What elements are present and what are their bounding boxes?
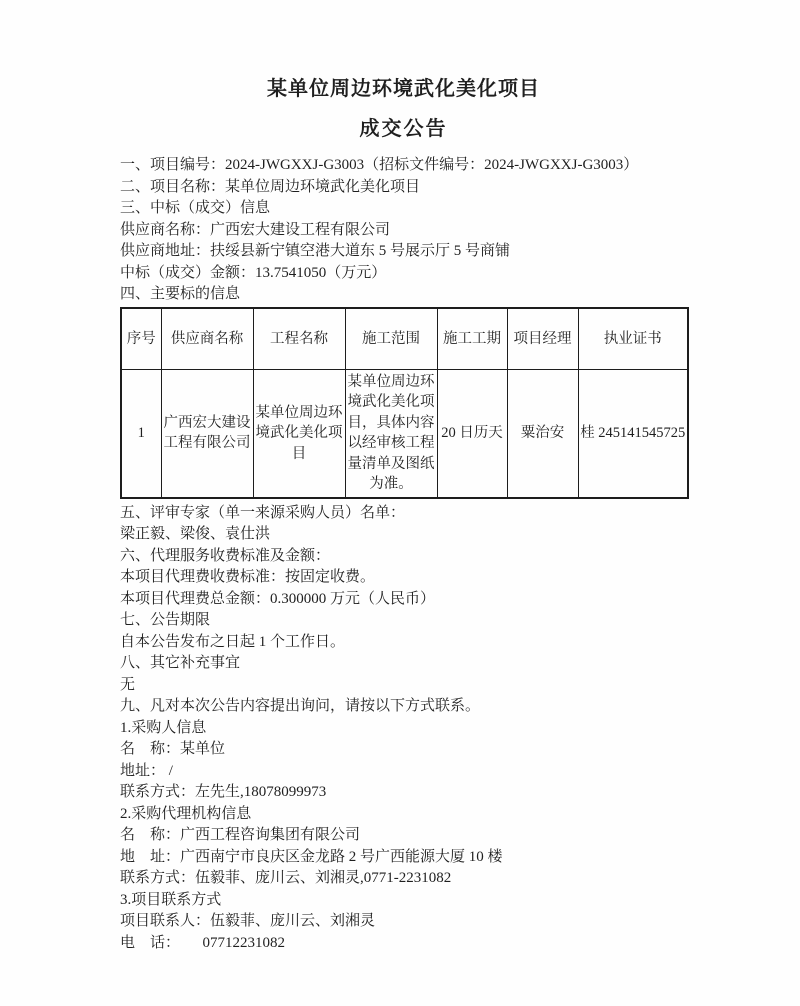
line-other-text: 无 [120, 676, 136, 693]
line-project-contact-heading: 3.项目联系方式 [120, 891, 222, 908]
table-header-row [121, 308, 688, 370]
cell-seq: 1 [121, 370, 161, 498]
line-experts-heading: 五、评审专家（单一来源采购人员）名单： [120, 504, 406, 521]
line-other-heading: 八、其它补充事宜 [120, 655, 241, 671]
header-license: 执业证书 [578, 308, 688, 370]
line-agency-address: 地 址：广西南宁市良庆区金龙路 2 号广西能源大厦 10 楼 [120, 848, 503, 865]
header-duration: 施工工期 [437, 308, 507, 370]
line-award-info-heading: 三、中标（成交）信息 [120, 200, 271, 216]
line-purchaser-address: 地址： / [120, 762, 173, 779]
line-contact-heading: 九、凡对本次公告内容提出询问，请按以下方式联系。 [120, 698, 481, 714]
header-scope: 施工范围 [345, 308, 437, 370]
line-award-amount: 中标（成交）金额：13.7541050（万元） [120, 264, 387, 281]
line-purchaser-name: 名 称：某单位 [120, 741, 226, 757]
bid-info-table [120, 307, 689, 499]
cell-project: 某单位周边环境武化美化项目 [253, 370, 345, 498]
table-row [121, 370, 688, 498]
line-subject-info-heading: 四、主要标的信息 [120, 286, 241, 302]
line-purchaser-contact: 联系方式：左先生,18078099973 [120, 784, 327, 800]
line-supplier-address: 供应商地址：扶绥县新宁镇空港大道东 5 号展示厅 5 号商铺 [120, 243, 511, 259]
document-subtitle: 成交公告 [359, 118, 448, 140]
line-purchaser-heading: 1.采购人信息 [120, 719, 207, 736]
line-period-text: 自本公告发布之日起 1 个工作日。 [120, 633, 346, 650]
line-project-name: 二、项目名称：某单位周边环境武化美化项目 [120, 178, 421, 195]
line-supplier-name: 供应商名称：广西宏大建设工程有限公司 [120, 221, 391, 238]
line-project-number: 一、项目编号：2024-JWGXXJ-G3003（招标文件编号：2024-JWGXXJ-G3003） [120, 157, 639, 173]
cell-license: 桂 245141545725 [578, 370, 688, 498]
cell-scope: 某单位周边环境武化美化项目，具体内容以经审核工程量清单及图纸为准。 [345, 370, 437, 498]
cell-supplier: 广西宏大建设工程有限公司 [161, 370, 253, 498]
line-project-contacts: 项目联系人：伍毅菲、庞川云、刘湘灵 [120, 913, 376, 929]
line-agency-name: 名 称：广西工程咨询集团有限公司 [120, 827, 361, 843]
line-experts-names: 梁正毅、梁俊、袁仕洪 [120, 526, 271, 542]
line-agency-heading: 2.采购代理机构信息 [120, 805, 252, 822]
line-agency-fee-total: 本项目代理费总金额：0.300000 万元（人民币） [120, 590, 436, 607]
line-period-heading: 七、公告期限 [120, 612, 211, 628]
cell-manager: 粟治安 [507, 370, 578, 498]
cell-duration: 20 日历天 [437, 370, 507, 498]
intro-section [120, 155, 687, 306]
header-seq: 序号 [121, 308, 161, 370]
line-agency-fee-standard: 本项目代理费收费标准：按固定收费。 [120, 569, 376, 585]
line-project-phone: 电 话： 07712231082 [120, 934, 286, 951]
header-project: 工程名称 [253, 308, 345, 370]
header-manager: 项目经理 [507, 308, 578, 370]
line-agency-fee-heading: 六、代理服务收费标准及金额： [120, 547, 331, 564]
header-supplier: 供应商名称 [161, 308, 253, 370]
line-agency-contact: 联系方式：伍毅菲、庞川云、刘湘灵,0771-2231082 [120, 870, 452, 886]
body-section [120, 503, 687, 955]
document-title: 某单位周边环境武化美化项目 [267, 78, 540, 100]
